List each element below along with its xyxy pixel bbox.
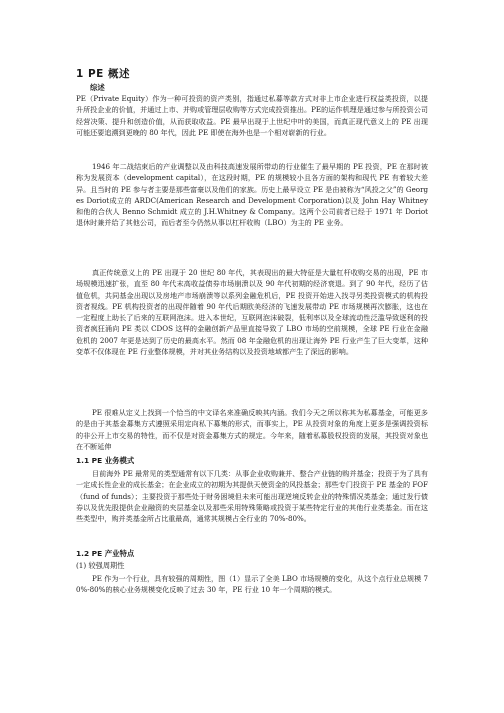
chapter-title: 1 PE 概述 [76,68,130,80]
list-item-cyclicality: (1) 较强周期性 [76,561,125,570]
paragraph-history-early: 1946 年二战结束后的产业调整以及由科技高速发展所带动的行业催生了最早期的 PE 投资，PE 在那时被称为发展资本（development capital），在这段时期，PE 的规模较小且各方面的架构和现代 PE 有着较大差异。且当时的 PE 参与者主要是那些富豪以及他们的家族。历史上最早设立 PE 是由被称为“风投之父”的 Georges Doriot成立的 ARDC(American Research and Development Corporation)以及 John Hay Whitney和他的合伙人 Benno Schmidt 成立的 J.H.Whitney & Company。这两个公司前者已经于 1971 年 Doriot 退休时兼并给了其他公司，而后者至今仍然从事以杠杆收购（LBO）为主的 PE 业务。 [76,162,428,228]
subsection-industry-features-title: 1.2 PE 产业特点 [76,549,135,558]
section-overview-title: 综述 [90,83,105,92]
paragraph-business-model: 目前海外 PE 最常见的类型通常有以下几类：从事企业收购兼并、整合产业链的购并基金；投资于为了具有一定成长性企业的成长基金；在企业成立的初期为其提供天使资金的风投基金；那些专门投资于 PE 基金的 FOF（fund of funds）；主要投资于那些处于财务困境但未来可能出现逆境反转企业的特殊情况类基金；通过发行债券以及优先股提供企业融资的夹层基金以及那些采用特殊策略或投资于某些特定行业的其他行业类基金。而在这些类型中，购并类基金所占比重最高，通常其规模占全行业的 70%-80%。 [76,469,428,524]
paragraph-definition: PE（Private Equity）作为一种可投资的资产类别，指通过私募等款方式对非上市企业进行权益类投资，以提升所投企业的价值，并通过上市、并购或管理层收购等方式完成投资推出。PE的运作机理是通过参与所投资公司经营决策、提升和创造价值，从而获取收益。PE 最早出现于上世纪中叶的美国，而真正现代意义上的 PE 出现可能还要追溯到更晚的 80 年代，因此 PE 即使在海外也是一个相对崭新的行业。 [76,94,428,137]
paragraph-cyclicality: PE 作为一个行业，具有较强的周期性，图（1）显示了全美 LBO 市场规模的变化，从这个点行业总规模 70%-80%的核心业务规模变化反映了过去 30 年，PE 行业 10 年一个周期的模式。 [76,574,428,595]
subsection-business-model-title: 1.1 PE 业务模式 [76,456,135,465]
paragraph-history-modern: 真正传统意义上的 PE 出现于 20 世纪 80 年代，其表现出的最大特征是大量杠杆收购交易的出现，PE 市场规模迅速扩张，直至 80 年代末高收益债券市场崩溃以及 90 年代初期的经济衰退。到了 90 年代，经历了估值危机，共同基金出现以及房地产市场崩溃等以系列金融危机后，PE 投资开始进入找寻另类投资模式的机构投资者视线。PE 机构投资者的出现伴随着 90 年代后期欧美经济的飞速发展带动 PE 市场规模再次膨胀，这也在一定程度上助长了后来的互联网泡沫。进入本世纪，互联网泡沫破裂，低利率以及全球流动性泛滥导致逐利的投资者疯狂涌向 PE 类以 CDOS 这样的金融创新产品里直接导致了 LBO 市场的空前规模，全球 PE 行业在金融危机的 2007 年更是达到了历史的最高水平。然而 08 年金融危机的出现让海外 PE 行业产生了巨大变革，这种变革不仅体现在 PE 行业整体规模，并对其业务结构以及投资地域都产生了深远的影响。 [76,268,428,357]
paragraph-naming: PE 很难从定义上找到一个恰当的中文译名来准确反映其内涵。我们今天之所以称其为私募基金，可能更多的是由于其基金募集方式遵照采用定向私下募集的形式，而事实上，PE 从投资对象的角度上更多是强调投资标的非公开上市交易的特性，而不仅是对资金募集方式的规定。今年来，随着私募股权投资的发展，其投资对象也在不断延伸 [76,408,428,451]
